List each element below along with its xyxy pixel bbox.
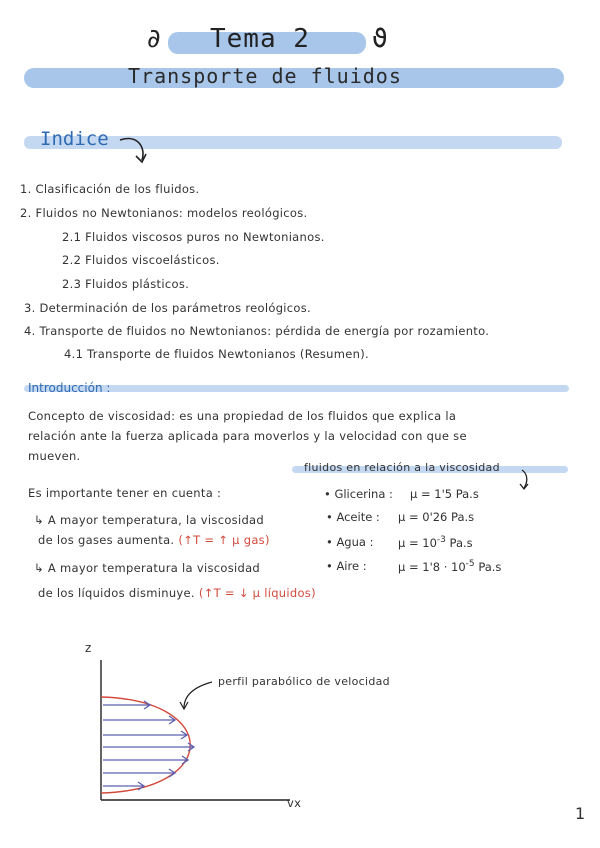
page-subtitle: Transporte de fluidos <box>128 64 402 88</box>
temp-gas-line-1: ↳ A mayor temperatura, la viscosidad <box>34 513 264 527</box>
fluid-name-glicerina: • Glicerina : <box>324 487 393 501</box>
left-decoration: ∂ <box>146 24 163 54</box>
fluid-value-aire-base: μ = 1'8 · 10 <box>398 559 466 574</box>
fluid-name-aceite: • Aceite : <box>326 510 380 524</box>
x-axis-label: vx <box>287 796 302 810</box>
index-item-4-1: 4.1 Transporte de fluidos Newtonianos (Resumen). <box>64 347 369 361</box>
parabolic-profile-curve <box>101 697 190 793</box>
index-item-2-2: 2.2 Fluidos viscoelásticos. <box>62 253 220 267</box>
fluid-value-glicerina: μ = 1'5 Pa.s <box>410 487 479 501</box>
intro-line-2: relación ante la fuerza aplicada para moverlos y la velocidad con que se <box>28 429 467 443</box>
temp-liq-line-1: ↳ A mayor temperatura la viscosidad <box>34 561 261 575</box>
index-item-2: 2. Fluidos no Newtonianos: modelos reológicos. <box>20 206 308 220</box>
velocity-profile-diagram <box>80 640 400 820</box>
intro-line-3: mueven. <box>28 449 81 463</box>
temp-liq-text: de los líquidos disminuye. <box>38 586 195 600</box>
index-item-2-1: 2.1 Fluidos viscosos puros no Newtonianos. <box>62 230 325 244</box>
index-item-4: 4. Transporte de fluidos no Newtonianos: pérdida de energía por rozamiento. <box>24 324 490 338</box>
temp-liq-rule: (↑T = ↓ μ líquidos) <box>198 586 316 600</box>
fluid-value-agua-unit: Pa.s <box>449 535 473 550</box>
fluid-value-agua-base: μ = 10 <box>398 535 437 550</box>
index-item-1: 1. Clasificación de los fluidos. <box>20 182 200 196</box>
temp-liq-line-2 <box>38 586 316 600</box>
page-number: 1 <box>575 804 586 823</box>
fluid-value-aire <box>398 559 501 574</box>
important-note: Es importante tener en cuenta : <box>28 486 222 500</box>
temp-gas-text: de los gases aumenta. <box>38 533 175 547</box>
index-arrow-icon <box>118 134 158 170</box>
index-item-2-3: 2.3 Fluidos plásticos. <box>62 277 190 291</box>
intro-heading: Introducción : <box>28 381 111 395</box>
velocity-arrows <box>103 701 194 790</box>
fluids-arrow-icon <box>518 468 534 492</box>
intro-line-1: Concepto de viscosidad: es una propiedad de los fluidos que explica la <box>28 409 457 423</box>
fluid-value-aceite: μ = 0'26 Pa.s <box>398 510 475 524</box>
fluid-value-aire-unit: Pa.s <box>478 559 502 574</box>
index-item-3: 3. Determinación de los parámetros reológicos. <box>24 301 311 315</box>
z-axis-label: z <box>85 641 92 655</box>
fluid-value-agua-exp: -3 <box>436 535 446 545</box>
fluid-name-aire: • Aire : <box>326 559 367 573</box>
temp-gas-line-2 <box>38 533 270 547</box>
fluid-value-agua <box>398 535 473 550</box>
temp-gas-rule: (↑T = ↑ μ gas) <box>178 533 270 547</box>
right-decoration: ϑ <box>372 24 389 54</box>
index-heading: Indice <box>40 128 109 150</box>
fluid-value-aire-exp: -5 <box>465 559 475 569</box>
profile-caption: perfil parabólico de velocidad <box>218 675 390 688</box>
page-title: Tema 2 <box>210 24 310 54</box>
fluids-heading: fluidos en relación a la viscosidad <box>304 461 500 474</box>
fluid-name-agua: • Agua : <box>326 535 374 549</box>
caption-pointer-arrow <box>184 682 212 708</box>
